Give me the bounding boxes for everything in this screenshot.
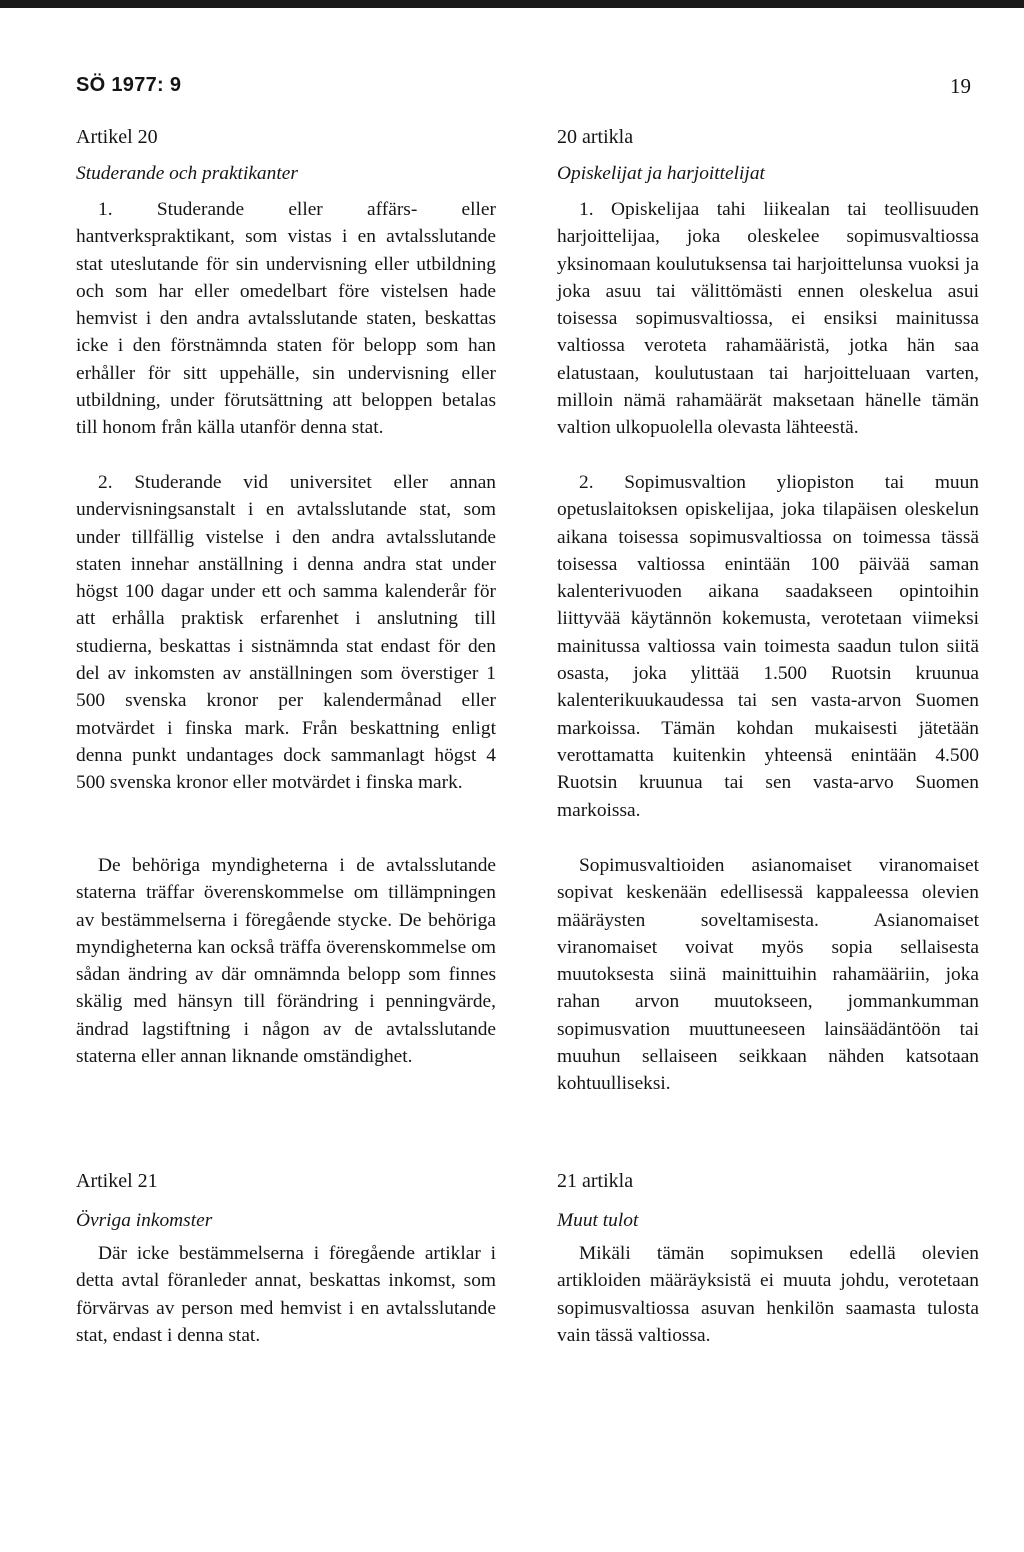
article-20-heading-sv: Artikel 20 (76, 126, 158, 148)
article-20-subheading-sv: Studerande och praktikanter (76, 163, 298, 184)
article-21-paragraph-1-sv: Där icke bestämmelserna i föregående artiklar i detta avtal föranleder annat, beskattas inkomst, som förvärvas av person med hemvist i en avtalsslutande stat, endast i denna stat. (76, 1243, 496, 1346)
article-20-paragraph-3-sv: De behöriga myndigheterna i de avtalsslutande staterna träffar överenskommelse om tillämpningen av bestämmelserna i föregående stycke. De behöriga myndigheterna kan också träffa överenskommelse om sådan ändring av där omnämnda belopp som finnes skälig med hänsyn till förändring i penningvärde, ändrad lagstiftning i någon av de avtalsslutande staterna eller annan liknande omständighet. (76, 855, 496, 1068)
article-21-heading-sv: Artikel 21 (76, 1170, 158, 1192)
article-20-subheading-fi: Opiskelijat ja harjoittelijat (557, 163, 765, 184)
page-number: 19 (950, 74, 971, 98)
top-border-rule (0, 0, 1024, 8)
article-21-subheading-fi: Muut tulot (557, 1210, 639, 1231)
article-21-paragraph-1-fi: Mikäli tämän sopimuksen edellä olevien artikloiden määräyksistä ei muuta johdu, verotetaan sopimusvaltiossa asuvan henkilön saamasta tulosta vain tässä valtiossa. (557, 1243, 979, 1346)
article-20-paragraph-2-sv: 2. Studerande vid universitet eller annan undervisningsanstalt i en avtalsslutande stat, som under tillfällig vistelse i den andra avtalsslutande staten innehar anställning i denna andra stat under högst 100 dagar under ett och samma kalenderår för att erhålla praktisk erfarenhet i anslutning till studierna, beskattas i sistnämnda stat endast för den del av inkomsten av anställningen som överstiger 1 500 svenska kronor per kalendermånad eller motvärdet i finska mark. Från beskattning enligt denna punkt undantages dock sammanlagt högst 4 500 svenska kronor eller motvärdet i finska mark. (76, 472, 496, 794)
article-20-heading-fi: 20 artikla (557, 126, 634, 148)
article-21-subheading-sv: Övriga inkomster (76, 1210, 213, 1231)
document-reference: SÖ 1977: 9 (76, 74, 182, 96)
article-20-paragraph-3-fi: Sopimusvaltioiden asianomaiset viranomaiset sopivat keskenään edellisessä kappaleessa olevien määräysten soveltamisesta. Asianomaiset viranomaiset voivat myös sopia sellaisesta muutoksesta siinä mainittuihin rahamääriin, joka rahan arvon muutokseen, jommankumman sopimusvation muuttuneeseen lainsäädäntöön tai muuhun sellaiseen seikkaan nähden katsotaan kohtuulliseksi. (557, 855, 979, 1095)
article-21-heading-fi: 21 artikla (557, 1170, 634, 1192)
article-20-paragraph-2-fi: 2. Sopimusvaltion yliopiston tai muun opetuslaitoksen opiskelijaa, joka tilapäisen oleskelun aikana toisessa sopimusvaltiossa on toimessa tässä toisessa valtiossa enintään 100 päivää saman kalenterivuoden aikana saadakseen opintoihin liittyvää käytännön kokemusta, verotetaan viimeksi mainitussa valtiossa vain toimesta saadun tulon siitä osasta, joka ylittää 1.500 Ruotsin kruunua kalenterikuukaudessa tai sen vasta-arvon Suomen markoissa. Tämän kohdan mukaisesti jätetään verottamatta kuitenkin yhteensä enintään 4.500 Ruotsin kruunua tai sen vasta-arvo Suomen markoissa. (557, 472, 979, 821)
article-20-paragraph-1-sv: 1. Studerande eller affärs- eller hantverkspraktikant, som vistas i en avtalsslutande stat uteslutande för sin undervisning eller utbildning och som har eller omedelbart före vistelsen hade hemvist i den andra avtalsslutande staten, beskattas icke i den förstnämnda staten för belopp som han erhåller för sitt uppehälle, sin undervisning eller utbildning, under förutsättning att beloppen betalas till honom från källa utanför denna stat. (76, 199, 496, 439)
article-20-paragraph-1-fi: 1. Opiskelijaa tahi liikealan tai teollisuuden harjoittelijaa, joka oleskelee sopimusvaltiossa yksinomaan koulutuksensa tai harjoittelunsa vuoksi ja joka asuu tai välittömästi ennen oleskelua asui toisessa sopimusvaltiossa, ei ensiksi mainitussa valtiossa verotеta rahamääristä, jotka hän saa elatustaan, koulutustaan tai harjoitteluaan varten, milloin nämä rahamäärät maksetaan hänelle tämän valtion ulkopuolella olevasta lähteestä. (557, 199, 979, 439)
